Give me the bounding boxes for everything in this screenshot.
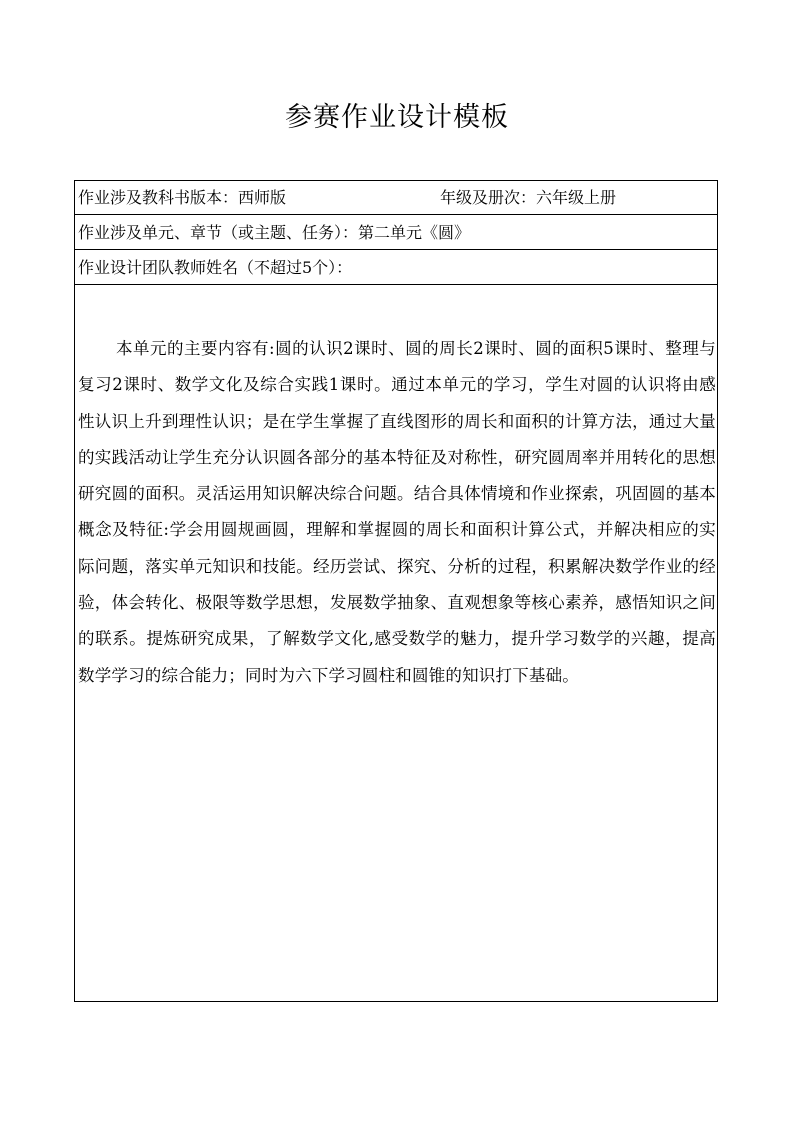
textbook-row bbox=[75, 181, 717, 215]
assignment-form-table bbox=[74, 180, 718, 1002]
grade-label: 年级及册次：六年级上册 bbox=[440, 188, 617, 207]
team-label: 作业设计团队教师姓名（不超过5个）： bbox=[78, 258, 353, 277]
page-title: 参赛作业设计模板 bbox=[285, 102, 509, 133]
textbook-label: 作业涉及教科书版本：西师版 bbox=[78, 188, 287, 207]
unit-label: 作业涉及单元、章节（或主题、任务）：第二单元《圆》 bbox=[78, 223, 471, 242]
unit-description: 本单元的主要内容有:圆的认识2课时、圆的周长2课时、圆的面积5课时、整理与复习2课时、数学文化及综合实践1课时。通过本单元的学习，学生对圆的认识将由感性认识上升到理性认识；是在学生掌握了直线图形的周长和面积的计算方法，通过大量的实践活动让学生充分认识圆各部分的基本特征及对称性，研究圆周率并用转化的思想研究圆的面积。灵活运用知识解决综合问题。结合具体情境和作业探索，巩固圆的基本概念及特征:学会用圆规画圆，理解和掌握圆的周长和面积计算公式，并解决相应的实际问题，落实单元知识和技能。经历尝试、探究、分析的过程，积累解决数学作业的经验，体会转化、极限等数学思想，发展数学抽象、直观想象等核心素养，感悟知识之间的联系。提炼研究成果，了解数学文化,感受数学的魅力，提升学习数学的兴趣，提高数学学习的综合能力；同时为六下学习圆柱和圆锥的知识打下基础。 bbox=[78, 339, 716, 685]
team-row bbox=[75, 250, 717, 285]
unit-row bbox=[75, 215, 717, 250]
